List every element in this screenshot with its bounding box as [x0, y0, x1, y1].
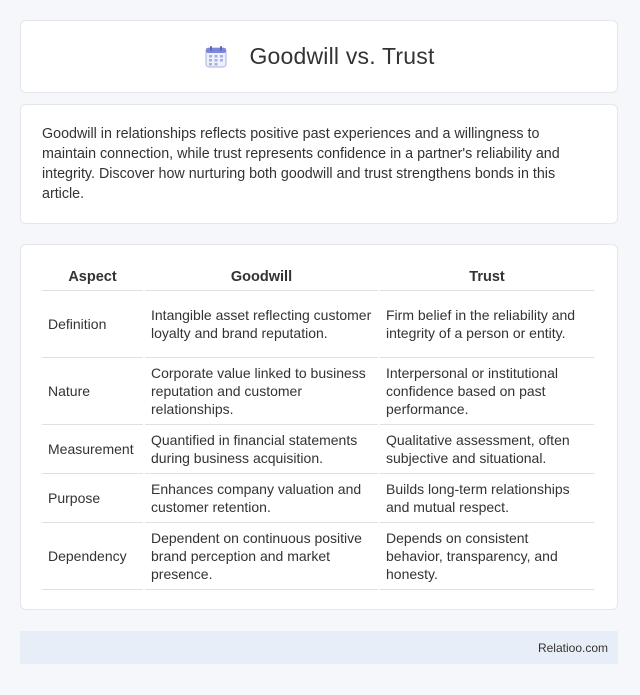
row-aspect: Dependency	[42, 523, 143, 590]
row-aspect: Definition	[42, 291, 143, 358]
row-aspect: Measurement	[42, 425, 143, 474]
row-trust: Firm belief in the reliability and integrity of a person or entity.	[380, 291, 594, 358]
comparison-card	[20, 244, 618, 610]
table-row	[42, 358, 594, 425]
table-row	[42, 425, 594, 474]
row-trust: Interpersonal or institutional confidence based on past performance.	[380, 358, 594, 425]
title-card	[20, 20, 618, 93]
footer-site-link[interactable]: Relatioo.com	[537, 640, 608, 655]
row-goodwill: Corporate value linked to business reputation and customer relationships.	[145, 358, 378, 425]
row-trust: Builds long-term relationships and mutual respect.	[380, 474, 594, 523]
header-goodwill: Goodwill	[145, 266, 378, 291]
page-title: Goodwill vs. Trust	[249, 43, 435, 69]
header-aspect: Aspect	[42, 266, 143, 291]
table-row	[42, 474, 594, 523]
row-trust: Depends on consistent behavior, transparency, and honesty.	[380, 523, 594, 590]
table-row	[42, 291, 594, 358]
comparison-table	[40, 266, 596, 590]
calendar-icon	[203, 44, 229, 70]
table-row	[42, 523, 594, 590]
header-trust: Trust	[380, 266, 594, 291]
row-goodwill: Intangible asset reflecting customer loyalty and brand reputation.	[145, 291, 378, 358]
row-goodwill: Enhances company valuation and customer retention.	[145, 474, 378, 523]
row-trust: Qualitative assessment, often subjective and situational.	[380, 425, 594, 474]
row-aspect: Nature	[42, 358, 143, 425]
row-goodwill: Dependent on continuous positive brand perception and market presence.	[145, 523, 378, 590]
row-aspect: Purpose	[42, 474, 143, 523]
intro-card	[20, 104, 618, 224]
footer	[20, 631, 618, 664]
table-header-row	[42, 266, 594, 291]
row-goodwill: Quantified in financial statements during business acquisition.	[145, 425, 378, 474]
intro-text: Goodwill in relationships reflects positive past experiences and a willingness to maintain connection, while trust represents confidence in a partner's reliability and integrity. Discover how nurturing both goodwill and trust strengthens bonds in this article.	[42, 126, 560, 202]
